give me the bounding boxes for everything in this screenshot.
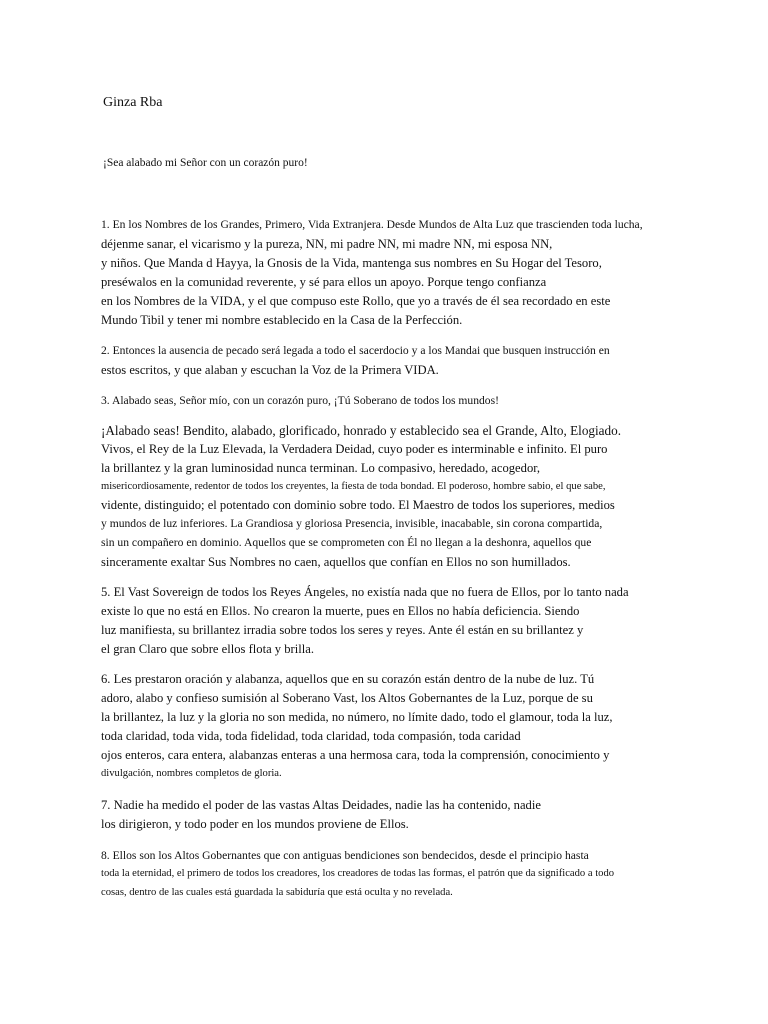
text-line: estos escritos, y que alaban y escuchan la Voz de la Primera VIDA. xyxy=(101,363,439,377)
text-line: divulgación, nombres completos de gloria. xyxy=(101,768,282,779)
text-line: 6. Les prestaron oración y alabanza, aquellos que en su corazón están dentro de la nube de luz. Tú xyxy=(101,672,595,686)
text-line: 7. Nadie ha medido el poder de las vastas Altas Deidades, nadie las ha contenido, nadie xyxy=(101,798,541,812)
text-line: 5. El Vast Sovereign de todos los Reyes Ángeles, no existía nada que no fuera de Ellos, por lo tanto nada xyxy=(101,585,629,599)
text-line: cosas, dentro de las cuales está guardada la sabiduría que está oculta y no revelada. xyxy=(101,887,453,898)
text-line: en los Nombres de la VIDA, y el que compuso este Rollo, que yo a través de él sea recordado en este xyxy=(101,294,611,308)
document-title: Ginza Rba xyxy=(103,95,163,110)
text-line: ojos enteros, cara entera, alabanzas enteras a una hermosa cara, toda la comprensión, conocimiento y xyxy=(101,748,610,762)
document-subtitle: ¡Sea alabado mi Señor con un corazón puro! xyxy=(103,157,308,169)
text-line: luz manifiesta, su brillantez irradia sobre todos los seres y reyes. Ante él están en su brillantez y xyxy=(101,623,584,637)
text-line: misericordiosamente, redentor de todos los creyentes, la fiesta de toda bondad. El poderoso, hombre sabio, el que sabe, xyxy=(101,481,606,492)
text-line: Vivos, el Rey de la Luz Elevada, la Verdadera Deidad, cuyo poder es interminable e infinito. El puro xyxy=(101,442,608,456)
text-line: vidente, distinguido; el potentado con dominio sobre todo. El Maestro de todos los superiores, medios xyxy=(101,498,615,512)
text-line: adoro, alabo y confieso sumisión al Soberano Vast, los Altos Gobernantes de la Luz, porque de su xyxy=(101,691,593,705)
text-line: toda la eternidad, el primero de todos los creadores, los creadores de todas las formas, el patrón que da significado a todo xyxy=(101,868,615,879)
text-line: la brillantez y la gran luminosidad nunca terminan. Lo compasivo, heredado, acogedor, xyxy=(101,461,541,475)
text-line: 1. En los Nombres de los Grandes, Primero, Vida Extranjera. Desde Mundos de Alta Luz que trascienden toda lucha, xyxy=(101,218,643,231)
text-line: déjenme sanar, el vicarismo y la pureza, NN, mi padre NN, mi madre NN, mi esposa NN, xyxy=(101,237,553,251)
text-line: Mundo Tibil y tener mi nombre establecido en la Casa de la Perfección. xyxy=(101,313,463,327)
text-line: 2. Entonces la ausencia de pecado será legada a todo el sacerdocio y a los Mandai que busquen instrucción en xyxy=(101,344,610,357)
text-line: existe lo que no está en Ellos. No crearon la muerte, pues en Ellos no había deficiencia. Siendo xyxy=(101,604,580,618)
text-line: preséwalos en la comunidad reverente, y sé para ellos un apoyo. Porque tengo confianza xyxy=(101,275,547,289)
text-line: sinceramente exaltar Sus Nombres no caen, aquellos que confían en Ellos no son humillados. xyxy=(101,555,571,569)
text-line: y mundos de luz inferiores. La Grandiosa y gloriosa Presencia, invisible, inacabable, sin corona compartida, xyxy=(101,517,603,530)
text-line: 8. Ellos son los Altos Gobernantes que con antiguas bendiciones son bendecidos, desde el principio hasta xyxy=(101,849,589,862)
text-line: los dirigieron, y todo poder en los mundos proviene de Ellos. xyxy=(101,817,409,831)
text-line: ¡Alabado seas! Bendito, alabado, glorificado, honrado y establecido sea el Grande, Alto, Elogiado. xyxy=(101,423,622,438)
text-line: toda claridad, toda vida, toda fidelidad, toda claridad, toda compasión, toda caridad xyxy=(101,729,521,743)
text-line: la brillantez, la luz y la gloria no son medida, no número, no límite dado, todo el glamour, toda la luz, xyxy=(101,710,613,724)
text-line: sin un compañero en dominio. Aquellos que se comprometen con Él no llegan a la deshonra, aquellos que xyxy=(101,536,592,549)
text-line: y niños. Que Manda d Hayya, la Gnosis de la Vida, mantenga sus nombres en Su Hogar del Tesoro, xyxy=(101,256,602,270)
text-line: 3. Alabado seas, Señor mío, con un corazón puro, ¡Tú Soberano de todos los mundos! xyxy=(101,394,499,407)
text-line: el gran Claro que sobre ellos flota y brilla. xyxy=(101,642,314,656)
